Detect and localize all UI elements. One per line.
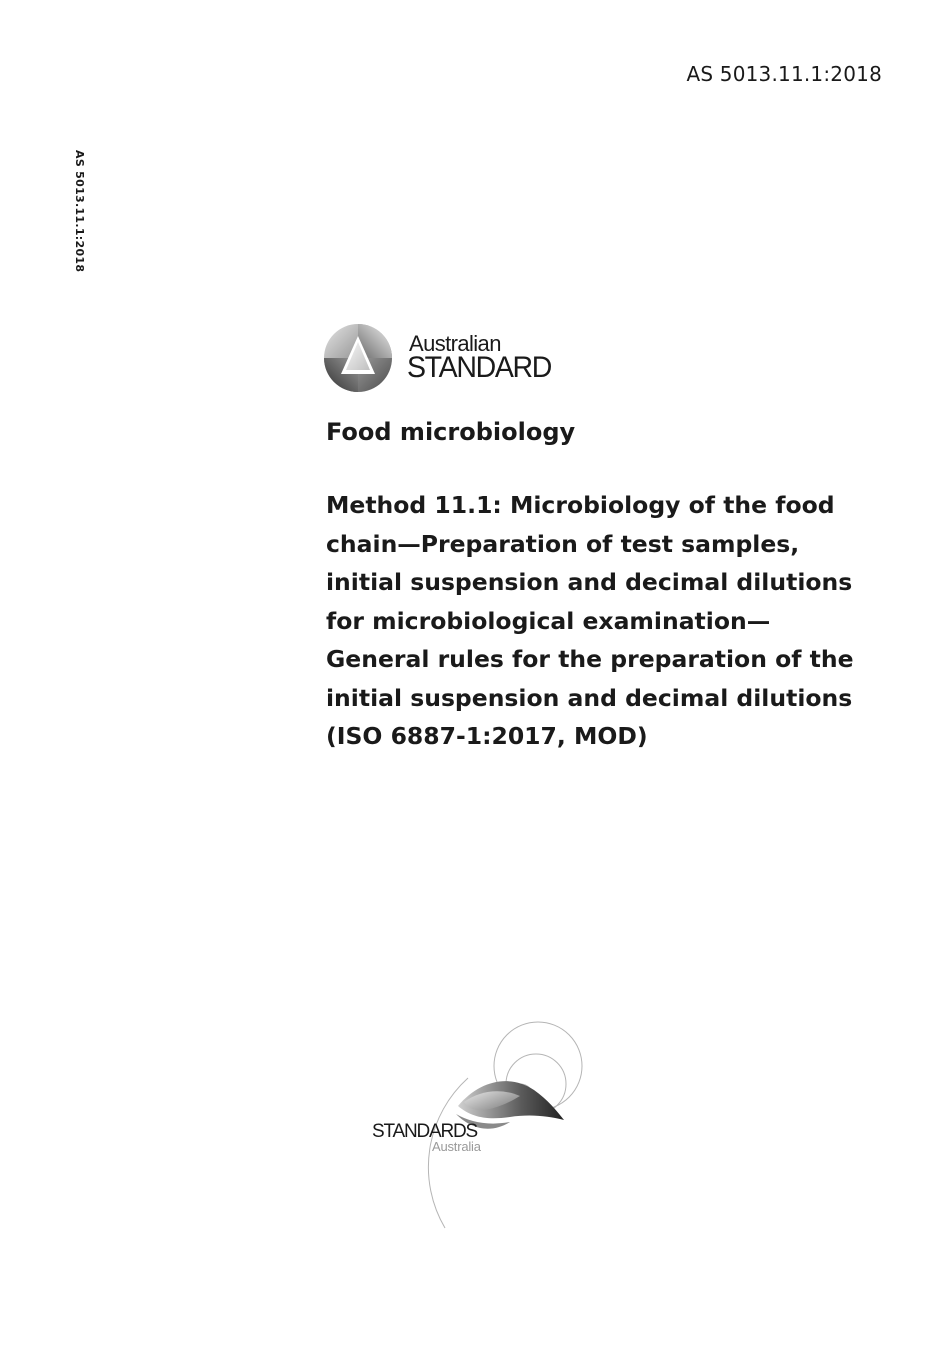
spine-document-number — [28, 150, 86, 280]
subtitle-line: General rules for the preparation of the — [326, 645, 854, 673]
document-subtitle — [326, 486, 906, 756]
subtitle-line: initial suspension and decimal dilutions — [326, 568, 853, 596]
logo-line-australian: Australian — [409, 331, 501, 356]
subtitle-line: (ISO 6887-1:2017, MOD) — [326, 722, 648, 750]
subtitle-line: chain—Preparation of test samples, — [326, 529, 800, 558]
standards-australia-logo — [360, 1018, 590, 1233]
australian-standard-logo — [323, 322, 583, 394]
logo-line-australia: Australia — [432, 1139, 481, 1154]
subtitle-line: initial suspension and decimal dilutions — [326, 683, 853, 712]
subtitle-line: for microbiological examination— — [326, 606, 771, 635]
document-number: AS 5013.11.1:2018 — [686, 62, 882, 86]
document-title: Food microbiology — [326, 418, 576, 446]
logo-line-standards: STANDARDS — [372, 1121, 477, 1142]
australian-standard-emblem-icon — [323, 322, 395, 394]
spine-label: AS 5013.11.1:2018 — [73, 150, 86, 273]
logo-line-standard: STANDARD — [407, 351, 552, 384]
subtitle-line: Method 11.1: Microbiology of the food — [326, 491, 835, 519]
